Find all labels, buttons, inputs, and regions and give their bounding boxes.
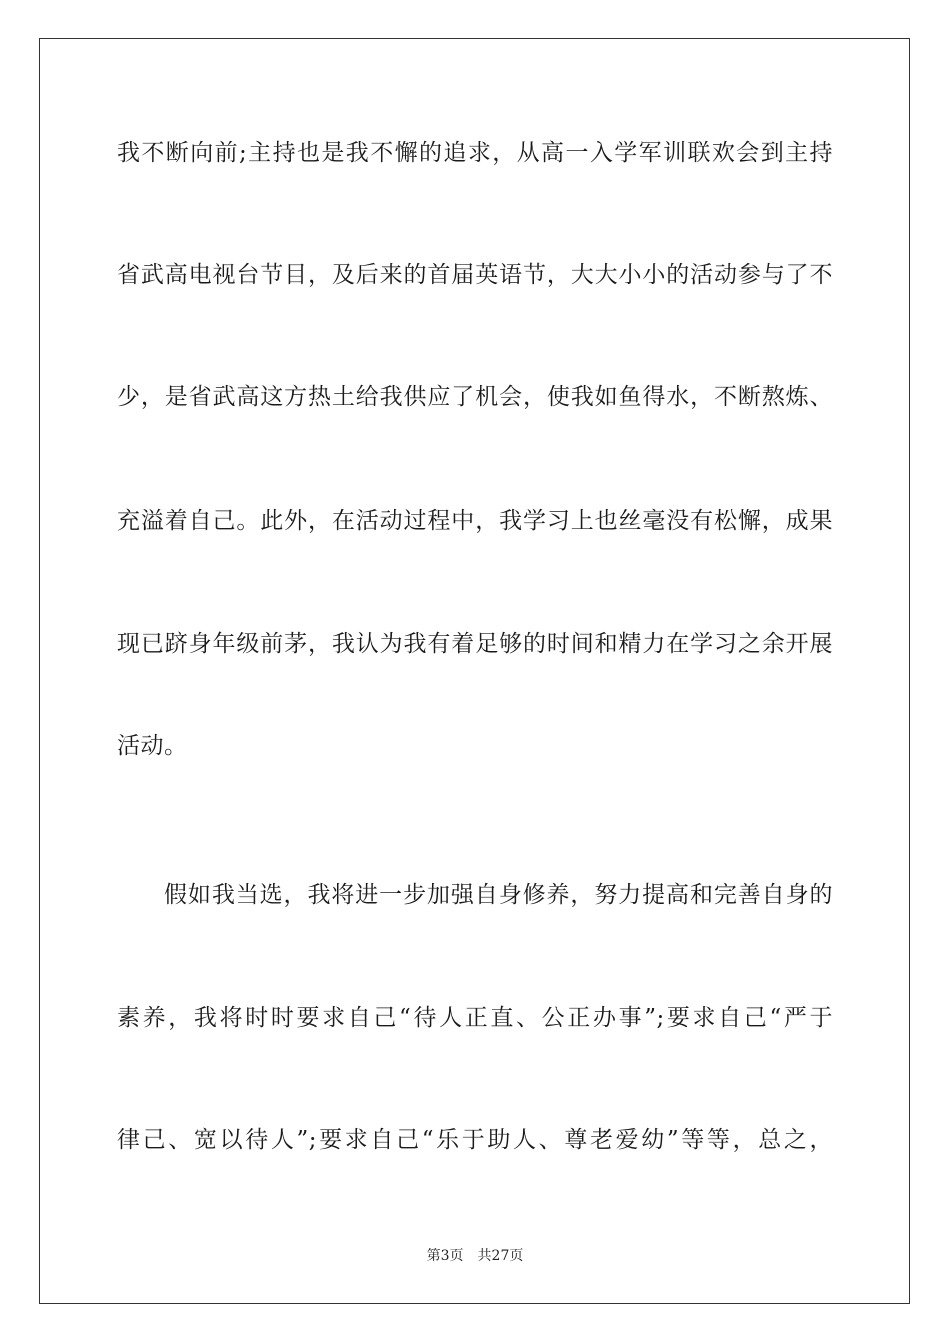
text-line: 省武高电视台节目，及后来的首届英语节，大大小小的活动参与了不 <box>117 262 833 288</box>
page-total: 共27页 <box>477 1248 524 1264</box>
text-line: 律己、宽以待人”;要求自己“乐于助人、尊老爱幼”等等，总之， <box>117 1127 833 1153</box>
text-line: 充溢着自己。此外，在活动过程中，我学习上也丝毫没有松懈，成果 <box>117 508 833 534</box>
paragraph-first-line: 假如我当选，我将进一步加强自身修养，努力提高和完善自身的 <box>164 882 833 908</box>
page-footer <box>0 1247 950 1265</box>
page-frame <box>39 38 910 1304</box>
text-line: 素养，我将时时要求自己“待人正直、公正办事”;要求自己“严于 <box>117 1005 833 1031</box>
text-line: 现已跻身年级前茅，我认为我有着足够的时间和精力在学习之余开展 <box>117 631 833 657</box>
text-line: 少，是省武高这方热土给我供应了机会，使我如鱼得水，不断熬炼、 <box>117 384 833 410</box>
text-line: 活动。 <box>117 733 188 759</box>
text-line: 我不断向前;主持也是我不懈的追求，从高一入学军训联欢会到主持 <box>117 140 833 166</box>
page-number: 第3页 <box>426 1248 464 1264</box>
